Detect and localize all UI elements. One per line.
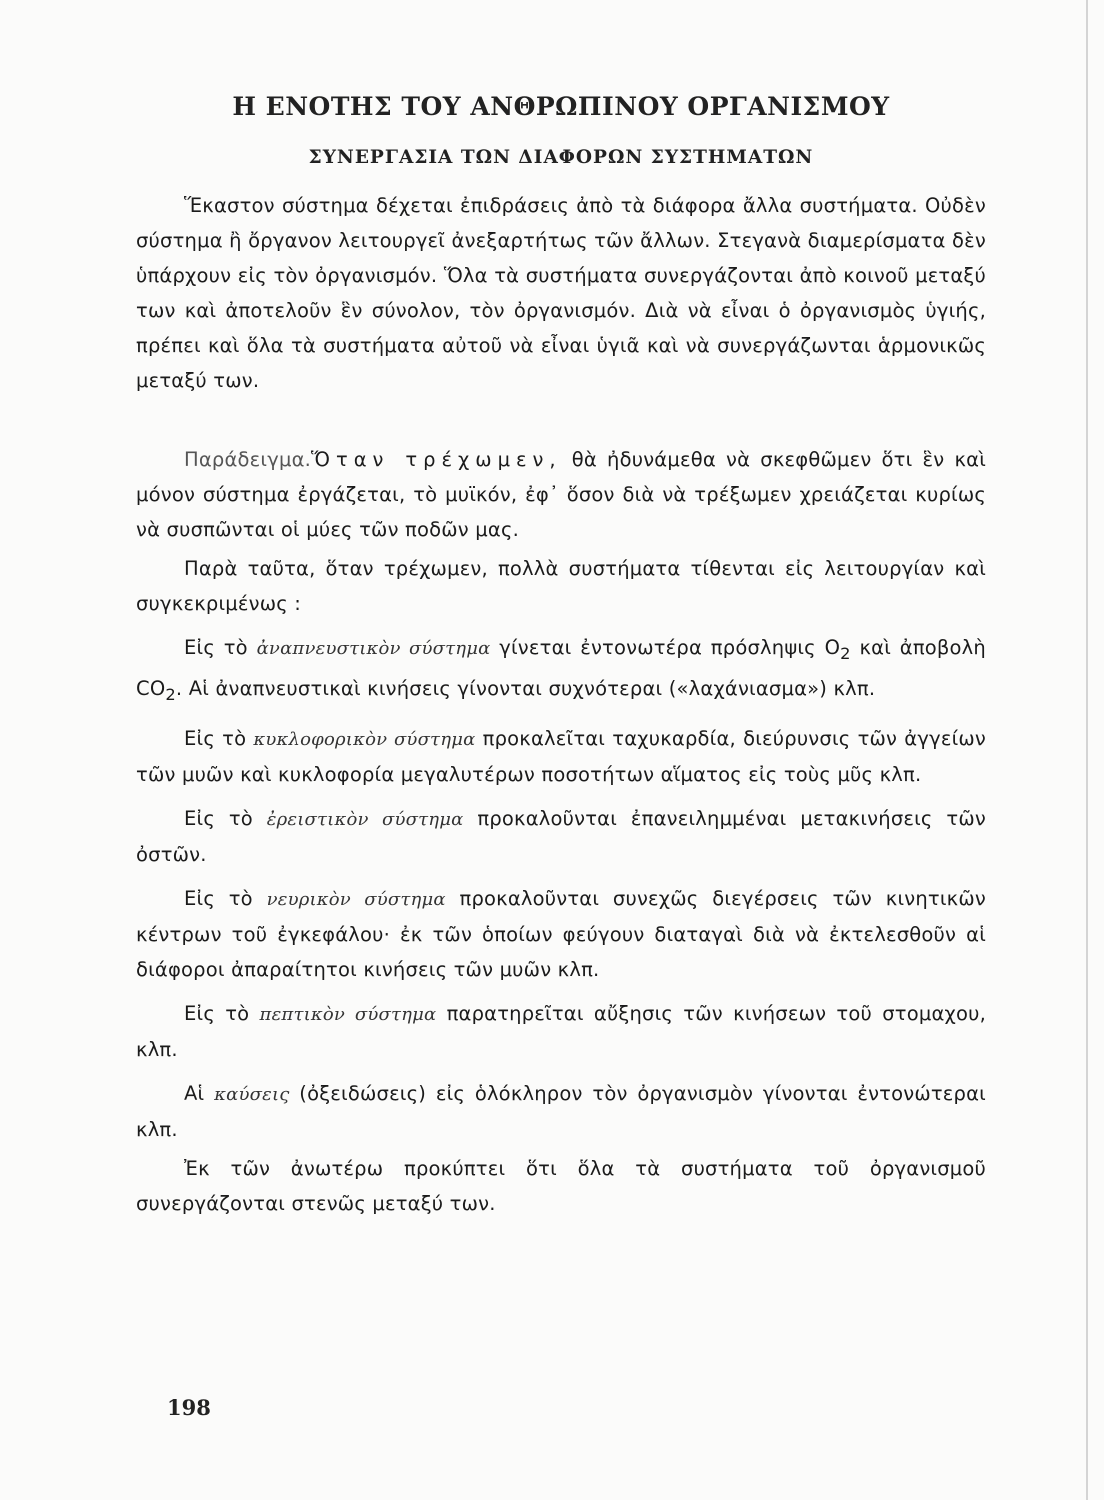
page-number: 198 <box>167 1395 211 1420</box>
digestive-text: παρατηρεῖται αὔξησις τῶν κινήσεων τοῦ στομαχου, κλπ. <box>136 1001 987 1061</box>
circulatory-prefix: Εἰς τὸ <box>184 726 254 750</box>
example-text: θὰ ἠδυνάμεθα νὰ σκεφθῶμεν ὅτι ἓν καὶ μόνον σύστημα ἐργάζεται, τὸ μυϊκόν, ἐφ᾽ ὅσον διὰ νὰ τρέξωμεν χρειάζεται κυρίως νὰ συσπῶνται οἱ μύες τῶν ποδῶν μας. <box>136 448 986 541</box>
respiratory-text-b: καὶ ἀποβολὴ CO <box>136 636 986 700</box>
skeletal-term: ἐρειστικὸν σύστημα <box>266 808 464 830</box>
nervous-text: προκαλοῦνται συνεχῶς διεγέρσεις τῶν κινητικῶν κέντρων τοῦ ἐγκεφάλου· ἐκ τῶν ὁποίων φεύγουν διαταγαὶ διὰ νὰ ἐκτελεσθοῦν αἱ διάφοροι ἀπαραίτητοι κινήσεις τῶν μυῶν κλπ. <box>136 886 986 981</box>
despite-paragraph: Παρὰ ταῦτα, ὅταν τρέχωμεν, πολλὰ συστήματα τίθενται εἰς λειτουργίαν καὶ συγκεκριμένως : <box>136 557 986 615</box>
combustion-text: (ὀξειδώσεις) εἰς ὁλόκληρον τὸν ὀργανισμὸν γίνονται ἐντονώτεραι κλπ. <box>136 1081 986 1141</box>
example-label: Παράδειγμα. <box>184 448 312 471</box>
oxygen-subscript: 2 <box>840 643 851 663</box>
nervous-prefix: Εἰς τὸ <box>184 886 267 910</box>
digestive-term: πεπτικὸν σύστημα <box>259 1003 437 1025</box>
respiratory-paragraph <box>136 630 986 712</box>
circulatory-text: προκαλεῖται ταχυκαρδία, διεύρυνσις τῶν ἀγγείων τῶν μυῶν καὶ κυκλοφορία μεγαλυτέρων ποσοτήτων αἵματος εἰς τοὺς μῦς κλπ. <box>136 726 987 786</box>
respiratory-prefix: Εἰς τὸ <box>184 636 257 659</box>
nervous-paragraph <box>136 881 986 987</box>
circulatory-term: κυκλοφορικὸν σύστημα <box>253 728 476 750</box>
co2-subscript: 2 <box>165 684 176 704</box>
circulatory-paragraph <box>136 721 986 792</box>
combustion-paragraph <box>136 1076 986 1147</box>
example-spaced-phrase: Ὅταν τρέχωμεν, <box>311 448 562 471</box>
combustion-term: καύσεις <box>214 1083 290 1105</box>
example-paragraph <box>136 442 986 547</box>
digestive-paragraph <box>136 996 986 1067</box>
page-body <box>136 92 986 1221</box>
nervous-term: νευρικὸν σύστημα <box>266 888 446 910</box>
section-subtitle: ΣΥΝΕΡΓΑΣΙΑ ΤΩΝ ΔΙΑΦΟΡΩΝ ΣΥΣΤΗΜΑΤΩΝ <box>308 147 814 168</box>
skeletal-prefix: Εἰς τὸ <box>184 806 267 830</box>
conclusion-paragraph: Ἐκ τῶν ἀνωτέρω προκύπτει ὅτι ὅλα τὰ συστήματα τοῦ ὀργανισμοῦ συνεργάζονται στενῶς μεταξύ των. <box>136 1156 986 1215</box>
intro-paragraph: Ἕκαστον σύστημα δέχεται ἐπιδράσεις ἀπὸ τὰ διάφορα ἄλλα συστήματα. Οὐδὲν σύστημα ἢ ὄργανον λειτουργεῖ ἀνεξαρτήτως τῶν ἄλλων. Στεγανὰ διαμερίσματα δὲν ὑπάρχουν εἰς τὸν ὀργανισμόν. Ὅλα τὰ συστήματα συνεργάζονται ἀπὸ κοινοῦ μεταξύ των καὶ ἀποτελοῦν ἓν σύνολον, τὸν ὀργανισμόν. Διὰ νὰ εἶναι ὁ ὀργανισμὸς ὑγιής, πρέπει καὶ ὅλα τὰ συστήματα αὐτοῦ νὰ εἶναι ὑγιᾶ καὶ νὰ συνεργάζωνται ἁρμονικῶς μεταξύ των. <box>136 194 986 392</box>
combustion-prefix: Αἱ <box>184 1081 215 1105</box>
chapter-title: Η ΕΝΟΤΗΣ ΤΟΥ ΑΝΘΡΩΠΙΝΟΥ ΟΡΓΑΝΙΣΜΟΥ <box>232 92 890 121</box>
skeletal-paragraph <box>136 801 986 872</box>
page-edge <box>1086 0 1088 1500</box>
respiratory-text-a: γίνεται ἐντονωτέρα πρόσληψις O <box>490 636 841 659</box>
respiratory-text-c: . Αἱ ἀναπνευστικαὶ κινήσεις γίνονται συχνότεραι («λαχάνιασμα») κλπ. <box>175 676 876 700</box>
respiratory-term: ἀναπνευστικὸν σύστημα <box>256 638 491 659</box>
skeletal-text: προκαλοῦνται ἐπανειλημμέναι μετακινήσεις τῶν ὀστῶν. <box>136 806 986 866</box>
digestive-prefix: Εἰς τὸ <box>184 1001 260 1025</box>
